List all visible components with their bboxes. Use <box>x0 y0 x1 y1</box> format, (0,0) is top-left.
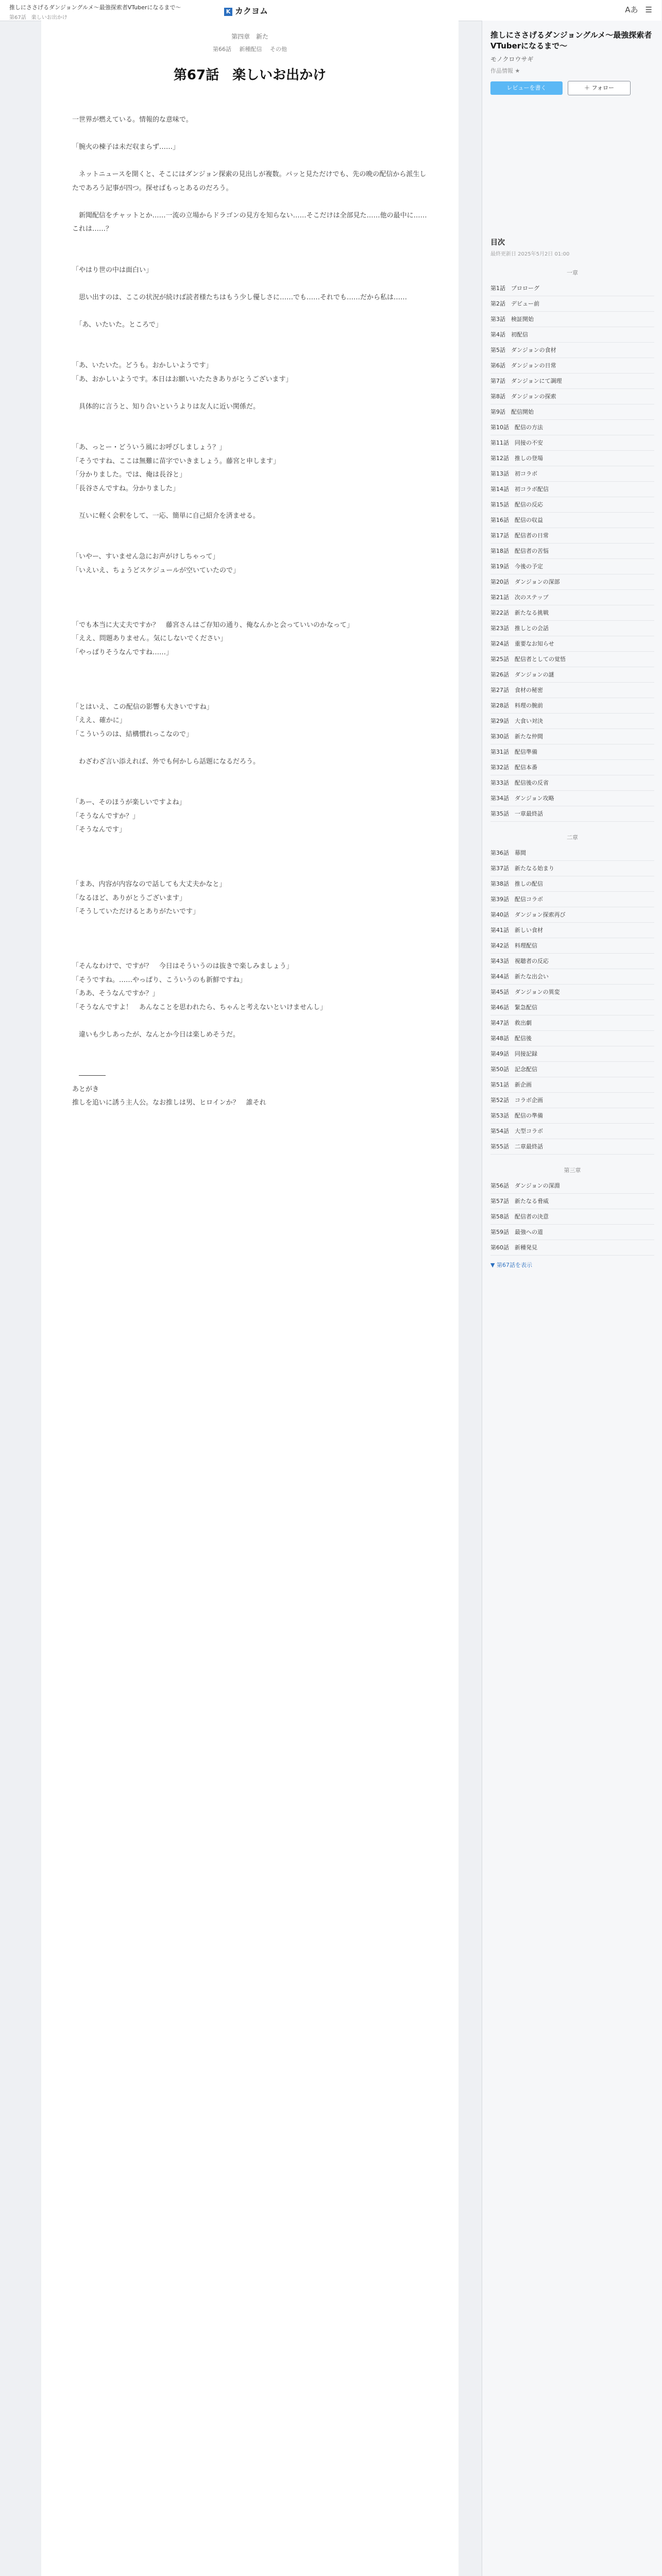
body-paragraph <box>72 332 428 346</box>
toc-episode-link[interactable]: 第20話 ダンジョンの深部 <box>490 574 654 590</box>
body-paragraph: 「あ、いたいた。どうも。おかしいようです」 <box>72 362 213 369</box>
episode-body <box>72 113 428 1110</box>
body-paragraph <box>72 591 428 605</box>
toc-episode-link[interactable]: 第18話 配信者の苦悩 <box>490 544 654 559</box>
body-paragraph <box>72 496 428 510</box>
body-paragraph <box>72 851 428 865</box>
chapter-3-list <box>490 1178 654 1256</box>
body-paragraph: 「そんなわけで、ですが？ 今日はそういうのは抜きで楽しみましょう」 <box>72 962 293 970</box>
body-paragraph: 「あ、いたいた。ところで」 <box>72 320 162 329</box>
toc-episode-link[interactable]: 第22話 新たなる挑戦 <box>490 605 654 621</box>
toc-episode-link[interactable]: 第9話 配信開始 <box>490 404 654 420</box>
toc-episode-link[interactable]: 第33話 配信後の反省 <box>490 775 654 791</box>
toc-episode-link[interactable]: 第26話 ダンジョンの謎 <box>490 667 654 683</box>
body-paragraph <box>72 304 428 318</box>
body-paragraph: 「長谷さんですね。分かりました」 <box>72 484 180 493</box>
toc-episode-link[interactable]: 第6話 ダンジョンの日常 <box>490 358 654 374</box>
show-more-toc[interactable]: ▼ 第67話を表示 <box>490 1262 532 1268</box>
toc-episode-link[interactable]: 第54話 大型コラボ <box>490 1124 654 1139</box>
body-paragraph <box>72 1056 428 1070</box>
chapter-breadcrumb[interactable]: 第四章 新た <box>231 33 268 40</box>
episode-main <box>41 21 459 2576</box>
toc-episode-link[interactable]: 第52話 コラボ企画 <box>490 1093 654 1108</box>
toc-episode-link[interactable]: 第17話 配信者の日常 <box>490 528 654 544</box>
header-episode-title: 第67話 楽しいお出かけ <box>9 15 67 21</box>
body-paragraph: 「あ、っとー・どういう風にお呼びしましょう？」 <box>72 444 226 451</box>
table-of-contents <box>490 237 654 1269</box>
toc-episode-link[interactable]: 第24話 重要なお知らせ <box>490 636 654 652</box>
body-paragraph: あとがき <box>72 1085 99 1093</box>
header-work-info[interactable] <box>9 3 181 21</box>
review-button[interactable]: レビューを書く <box>490 81 563 95</box>
toc-episode-link[interactable]: 第2話 デビュー前 <box>490 296 654 312</box>
body-paragraph: 「あー、そのほうが楽しいですよね」 <box>72 799 186 806</box>
toc-episode-link[interactable]: 第12話 推しの登場 <box>490 451 654 466</box>
body-paragraph: 「まあ、内容が内容なので話しても大丈夫かなと」 <box>72 880 226 888</box>
toc-heading: 目次 <box>490 239 505 247</box>
body-paragraph <box>72 346 428 360</box>
toc-episode-link[interactable]: 第44話 新たな出会い <box>490 969 654 985</box>
work-info-link[interactable]: 作品情報 ★ <box>490 67 520 74</box>
body-paragraph: 「腕火の棟子は未だ収まらず……」 <box>72 143 180 151</box>
body-paragraph <box>72 236 428 250</box>
font-size-icon[interactable]: Aあ <box>625 5 638 14</box>
body-paragraph <box>72 783 428 796</box>
body-paragraph: 推しを追いに誘う主人公。なお推しは男、ヒロインか？ 誰それ <box>72 1099 266 1107</box>
toc-episode-link[interactable]: 第37話 新たなる始まり <box>490 861 654 876</box>
toc-episode-link[interactable]: 第4話 初配信 <box>490 327 654 343</box>
body-paragraph <box>72 673 428 687</box>
body-paragraph <box>72 428 428 442</box>
body-paragraph: 「とはいえ、この配信の影響も大きいですね」 <box>72 703 213 711</box>
toc-episode-link[interactable]: 第25話 配信者としての覚悟 <box>490 652 654 667</box>
body-paragraph <box>72 865 428 878</box>
toc-episode-link[interactable]: 第57話 新たなる脅威 <box>490 1194 654 1209</box>
body-paragraph <box>72 933 428 946</box>
sidebar-actions <box>490 81 654 95</box>
toc-episode-link[interactable]: 第40話 ダンジョン探索再び <box>490 907 654 923</box>
toc-episode-link[interactable]: 第28話 料理の腕前 <box>490 698 654 714</box>
chapter-heading: 一章 <box>567 269 578 276</box>
body-paragraph <box>72 605 428 619</box>
toc-episode-link[interactable]: 第36話 幕間 <box>490 845 654 861</box>
toc-episode-link[interactable]: 第60話 新種発見 <box>490 1240 654 1256</box>
toc-episode-link[interactable]: 第38話 推しの配信 <box>490 876 654 892</box>
body-paragraph <box>72 919 428 933</box>
body-paragraph <box>72 659 428 673</box>
toc-episode-link[interactable]: 第51話 新企画 <box>490 1077 654 1093</box>
body-paragraph <box>72 277 428 291</box>
toc-episode-link[interactable]: 第15話 配信の反応 <box>490 497 654 513</box>
body-paragraph <box>72 386 428 400</box>
body-paragraph <box>72 523 428 537</box>
toc-episode-link[interactable]: 第49話 同接記録 <box>490 1046 654 1062</box>
toc-episode-link[interactable]: 第16話 配信の収益 <box>490 513 654 528</box>
follow-button[interactable]: ＋ フォロー <box>568 81 631 95</box>
toc-episode-link[interactable]: 第58話 配信者の決意 <box>490 1209 654 1225</box>
body-paragraph <box>72 537 428 551</box>
toc-episode-link[interactable]: 第50話 記念配信 <box>490 1062 654 1077</box>
chapter-1-list <box>490 281 654 822</box>
body-paragraph: 違いも少しあったが、なんとか今日は楽しめそうだ。 <box>72 1030 240 1039</box>
site-logo[interactable] <box>224 5 268 16</box>
logo-text: カクヨム <box>235 6 268 16</box>
episode-nav-item[interactable]: 新種配信 <box>239 46 262 53</box>
body-paragraph <box>72 687 428 701</box>
body-paragraph: 「やはり世の中は面白い」 <box>72 266 153 274</box>
episode-nav-item[interactable]: その他 <box>270 46 287 53</box>
sidebar <box>482 21 662 2576</box>
body-paragraph: 「ええ、確かに」 <box>72 717 126 724</box>
toc-episode-link[interactable]: 第14話 初コラボ配信 <box>490 482 654 497</box>
author-name[interactable]: モノクロウサギ <box>490 56 534 63</box>
body-paragraph: 「そうなんですか？」 <box>72 812 140 820</box>
body-paragraph: ネットニュースを開くと、そこにはダンジョン探索の見出しが複数。パッと見ただけでも、先の晩の配信から派生したであろう記事が四つ。探せばもっとあるのだろう。 <box>72 171 427 192</box>
body-paragraph: 新聞配信をチャットとか……一流の立場からドラゴンの見方を知らない……そこだけは全部見た……他の最中に……これは……？ <box>72 211 427 233</box>
kakuyomu-logo-icon: K <box>224 8 232 16</box>
body-paragraph: 「分かりました。では、俺は長谷と」 <box>72 471 186 479</box>
toc-episode-link[interactable]: 第29話 大食い対決 <box>490 714 654 729</box>
body-paragraph: 「そうしていただけるとありがたいです」 <box>72 908 200 916</box>
toc-episode-link[interactable]: 第42話 料理配信 <box>490 938 654 954</box>
body-paragraph <box>72 741 428 755</box>
body-paragraph <box>72 1014 428 1028</box>
toc-episode-link[interactable]: 第1話 プロローグ <box>490 281 654 296</box>
body-paragraph: 「こういうのは、結構慣れっこなので」 <box>72 730 193 738</box>
toc-episode-link[interactable]: 第56話 ダンジョンの深淵 <box>490 1178 654 1194</box>
body-paragraph <box>72 127 428 141</box>
toc-episode-link[interactable]: 第48話 配信後 <box>490 1031 654 1046</box>
body-paragraph: 思い出すのは、ここの状況が続けば読者様たちはもう少し優しさに……でも……それでも……だから私は…… <box>72 293 408 301</box>
toc-episode-link[interactable]: 第27話 食材の秘密 <box>490 683 654 698</box>
toc-episode-link[interactable]: 第41話 新しい食材 <box>490 923 654 938</box>
body-paragraph: 「ええ、問題ありません。気にしないでください」 <box>72 635 227 642</box>
toc-episode-link[interactable]: 第53話 配信の準備 <box>490 1108 654 1124</box>
body-paragraph: 互いに軽く会釈をして、一応、簡単に自己紹介を済ませる。 <box>72 512 260 520</box>
header-work-title[interactable]: 推しにささげるダンジョングルメ～最強探索者VTuberになるまで～ <box>9 4 181 11</box>
toc-episode-link[interactable]: 第21話 次のステップ <box>490 590 654 605</box>
toc-episode-link[interactable]: 第39話 配信コラボ <box>490 892 654 907</box>
toc-episode-link[interactable]: 第43話 視聴者の反応 <box>490 954 654 969</box>
toc-episode-link[interactable]: 第23話 推しとの会話 <box>490 621 654 636</box>
body-paragraph <box>72 769 428 783</box>
toc-episode-link[interactable]: 第3話 検証開始 <box>490 312 654 327</box>
body-paragraph: 「いやー、すいません急にお声がけしちゃって」 <box>72 553 219 561</box>
body-paragraph: 「あ、おかしいようです。本日はお願いいたたきありがとうございます」 <box>72 375 293 383</box>
body-paragraph <box>72 578 428 591</box>
body-paragraph: 「いえいえ、ちょうどスケジュールが空いていたので」 <box>72 566 240 574</box>
episode-title: 第67話 楽しいお出かけ <box>173 67 327 83</box>
body-paragraph: 「そうですね。……やっぱり、こういうのも新鮮ですね」 <box>72 976 247 984</box>
body-paragraph: 「そうなんです」 <box>72 826 126 834</box>
chapter-2-list <box>490 845 654 1155</box>
toc-episode-link[interactable]: 第55話 二章最終話 <box>490 1139 654 1155</box>
toc-last-updated: 最終更新日 2025年5月2日 01:00 <box>490 251 570 257</box>
body-paragraph: 「やっぱりそうなんですね……」 <box>72 648 173 656</box>
chapter-heading: 二章 <box>567 834 578 841</box>
toc-episode-link[interactable]: 第10話 配信の方法 <box>490 420 654 435</box>
header-icons <box>618 4 652 15</box>
toc-episode-link[interactable]: 第7話 ダンジョンにて調理 <box>490 374 654 389</box>
toc-episode-link[interactable]: 第34話 ダンジョン攻略 <box>490 791 654 806</box>
chapter-heading: 第三章 <box>564 1167 581 1174</box>
body-paragraph: 「そうですね、ここは無難に苗字でいきましょう。藤宮と申します」 <box>72 457 280 465</box>
body-paragraph: 「ああ、そうなんですか？」 <box>72 990 159 997</box>
toc-episode-link[interactable]: 第19話 今後の予定 <box>490 559 654 574</box>
toc-episode-link[interactable]: 第11話 同接の不安 <box>490 435 654 451</box>
episode-nav <box>41 45 459 53</box>
toc-episode-link[interactable]: 第31話 配信準備 <box>490 744 654 760</box>
toc-episode-link[interactable]: 第59話 最強への道 <box>490 1225 654 1240</box>
toc-episode-link[interactable]: 第45話 ダンジョンの異変 <box>490 985 654 1000</box>
body-paragraph: 「でも本当に大丈夫ですか？ 藤宮さんはご存知の通り、俺なんかと会っていいのかなって」 <box>72 621 354 629</box>
toc-episode-link[interactable]: 第13話 初コラボ <box>490 466 654 482</box>
toc-episode-link[interactable]: 第35話 一章最終話 <box>490 806 654 822</box>
body-paragraph: 「なるほど、ありがとうございます」 <box>72 894 186 902</box>
episode-nav-item[interactable]: 第66話 <box>213 46 231 53</box>
toc-episode-link[interactable]: 第46話 緊急配信 <box>490 1000 654 1015</box>
menu-icon[interactable]: ☰ <box>645 5 652 14</box>
toc-episode-link[interactable]: 第30話 新たな仲間 <box>490 729 654 744</box>
toc-episode-link[interactable]: 第5話 ダンジョンの食材 <box>490 343 654 358</box>
body-paragraph <box>72 155 428 168</box>
body-paragraph: 一世界が燃えている。情報的な意味で。 <box>72 116 193 124</box>
body-paragraph <box>72 1042 428 1056</box>
body-paragraph: 「そうなんですよ！ あんなことを思われたら、ちゃんと考えないといけませんし」 <box>72 1003 327 1011</box>
body-paragraph: ―――― <box>72 1072 106 1079</box>
body-paragraph <box>72 250 428 264</box>
body-paragraph <box>72 195 428 209</box>
body-paragraph <box>72 946 428 960</box>
body-paragraph <box>72 837 428 851</box>
sidebar-work-title[interactable]: 推しにささげるダンジョングルメ～最強探索者VTuberになるまで～ <box>490 30 652 50</box>
toc-episode-link[interactable]: 第47話 救出劇 <box>490 1015 654 1031</box>
top-header <box>0 0 661 21</box>
body-paragraph <box>72 414 428 428</box>
toc-episode-link[interactable]: 第32話 配信本番 <box>490 760 654 775</box>
toc-episode-link[interactable]: 第8話 ダンジョンの探索 <box>490 389 654 404</box>
body-paragraph: わざわざ言い添えれば、外でも何かしら話題になるだろう。 <box>72 757 260 766</box>
body-paragraph: 具体的に言うと、知り合いというよりは友人に近い関係だ。 <box>72 402 260 411</box>
